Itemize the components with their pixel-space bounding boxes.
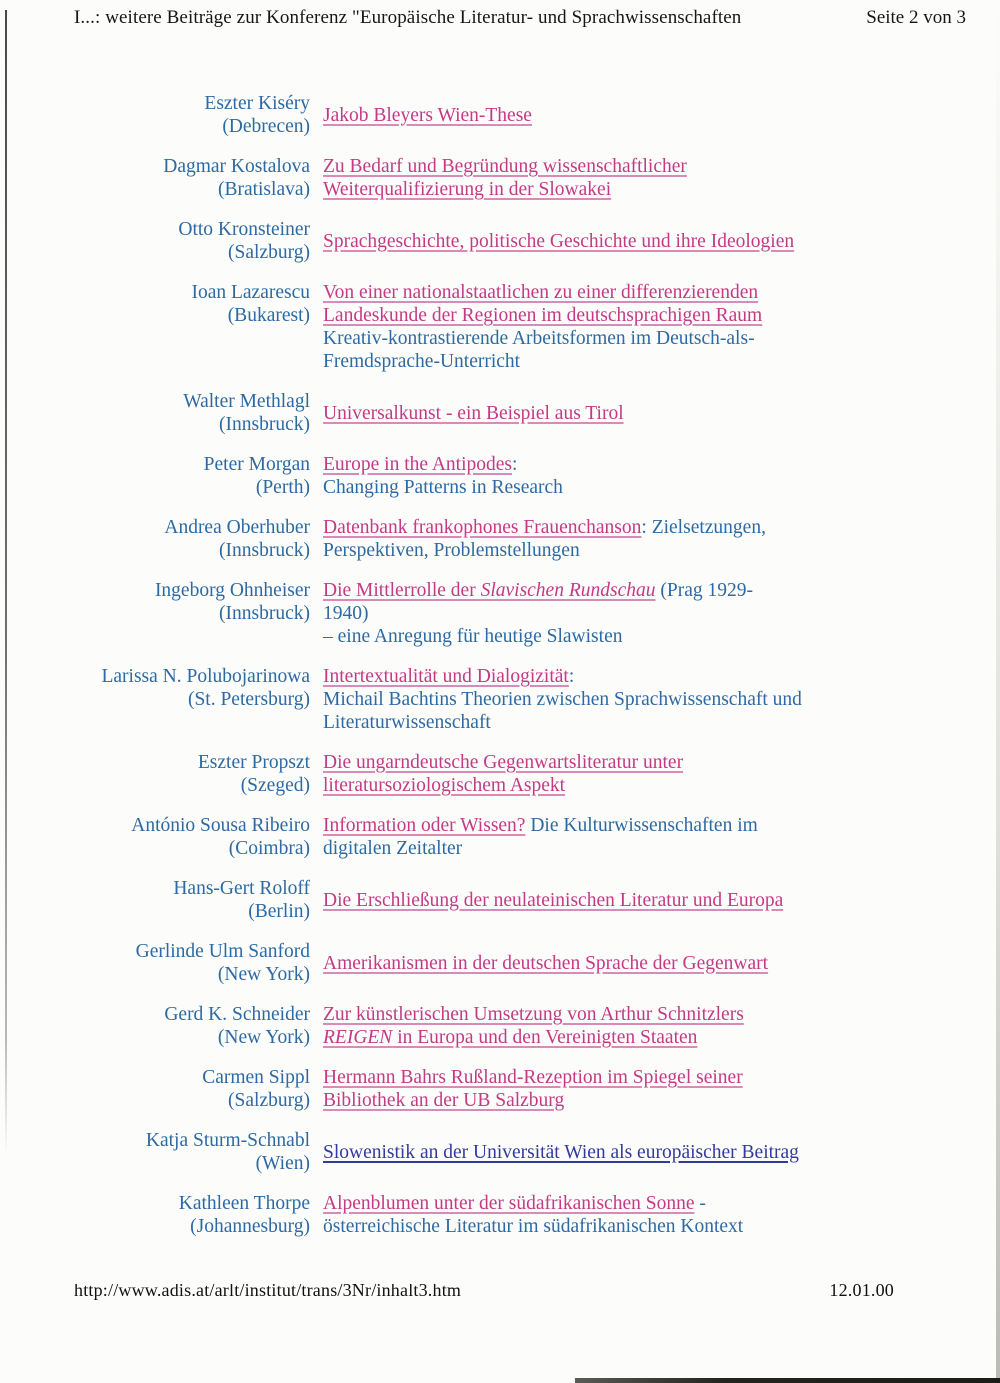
title-link-text: Bibliothek an der UB Salzburg: [323, 1090, 565, 1111]
author-name: Katja Sturm-Schnabl: [145, 1130, 310, 1151]
title-link-text: REIGEN: [323, 1027, 393, 1048]
author-name: Hans-Gert Roloff: [173, 878, 310, 899]
title-link-text: Landeskunde der Regionen im deutschsprachigen Raum: [323, 305, 763, 326]
page-footer: [74, 1284, 894, 1301]
author-city: (St. Petersburg): [187, 689, 310, 710]
author-name: Walter Methlagl: [183, 391, 310, 412]
author-name: Gerd K. Schneider: [164, 1004, 310, 1025]
author-city: (Szeged): [240, 775, 310, 796]
title-link-text: Von einer nationalstaatlichen zu einer differenzierenden: [323, 282, 759, 303]
author-city: (Innsbruck): [219, 603, 310, 624]
entry-row: [98, 1066, 960, 1112]
title-plain-text: 1940): [323, 603, 369, 624]
entry-row: [98, 579, 960, 648]
contribution-title: [323, 281, 947, 373]
entry-row: [98, 516, 960, 562]
title-plain-text: (Prag 1929-: [655, 580, 753, 601]
title-link-text: in Europa und den Vereinigten Staaten: [392, 1027, 698, 1048]
scan-artifact-right-edge: [996, 0, 1000, 1383]
author-city: (Bukarest): [227, 305, 310, 326]
entry-row: [98, 1129, 960, 1175]
author-block: [98, 1066, 310, 1112]
page-header: [74, 6, 966, 30]
title-link-text: Universalkunst - ein Beispiel aus Tirol: [323, 402, 624, 424]
entry-row: [98, 940, 960, 986]
author-block: [98, 1129, 310, 1175]
author-name: Larissa N. Polubojarinowa: [101, 666, 310, 687]
entries: [98, 92, 960, 1255]
page-number: Seite 2 von 3: [866, 7, 966, 28]
author-block: [98, 877, 310, 923]
entry-row: [98, 155, 960, 201]
entry-row: [98, 92, 960, 138]
title-link-text: Slowenistik an der Universität Wien als europäischer Beitrag: [323, 1141, 799, 1163]
author-city: (Wien): [255, 1153, 310, 1174]
author-city: (New York): [217, 964, 310, 985]
author-name: Carmen Sippl: [202, 1067, 310, 1088]
title-link-text: Hermann Bahrs Rußland-Rezeption im Spiegel seiner: [323, 1067, 743, 1088]
footer-url-clip: [74, 1284, 461, 1301]
author-block: [98, 814, 310, 860]
author-name: Otto Kronsteiner: [178, 219, 310, 240]
author-block: [98, 281, 310, 327]
title-link-text: Die Mittlerrolle der: [323, 580, 481, 601]
title-link-text: Weiterqualifizierung in der Slowakei: [323, 179, 612, 200]
author-city: (Debrecen): [222, 116, 310, 137]
contribution-title: [323, 1003, 947, 1049]
title-link-text: Alpenblumen unter der südafrikanischen Sonne: [323, 1193, 695, 1214]
title-plain-text: Literaturwissenschaft: [323, 712, 491, 733]
title-link-text: Amerikanismen in der deutschen Sprache der Gegenwart: [323, 952, 769, 974]
title-link-text: Information oder Wissen?: [323, 815, 526, 836]
author-city: (Johannesburg): [190, 1216, 310, 1237]
author-city: (Salzburg): [228, 1090, 310, 1111]
contribution-title: [323, 1192, 947, 1238]
contribution-title: [323, 952, 947, 975]
author-block: [98, 453, 310, 499]
title-link-text: Die ungarndeutsche Gegenwartsliteratur unter: [323, 752, 684, 773]
contribution-title: [323, 155, 947, 201]
contribution-title: [323, 402, 947, 425]
author-block: [98, 751, 310, 797]
title-link-text: Sprachgeschichte, politische Geschichte und ihre Ideologien: [323, 230, 795, 252]
footer-date-clip: [829, 1284, 894, 1301]
title-link-text: Intertextualität und Dialogizität: [323, 666, 569, 687]
author-block: [98, 516, 310, 562]
author-name: Ingeborg Ohnheiser: [154, 580, 310, 601]
entry-row: [98, 665, 960, 734]
contribution-title: [323, 516, 947, 562]
contribution-title: [323, 814, 947, 860]
author-block: [98, 579, 310, 625]
author-name: Gerlinde Ulm Sanford: [135, 941, 310, 962]
author-block: [98, 1192, 310, 1238]
author-block: [98, 1003, 310, 1049]
title-plain-text: :: [512, 454, 518, 475]
title-plain-text: digitalen Zeitalter: [323, 838, 463, 859]
author-city: (New York): [217, 1027, 310, 1048]
author-name: Eszter Propszt: [197, 752, 310, 773]
entry-row: [98, 814, 960, 860]
title-plain-text: – eine Anregung für heutige Slawisten: [323, 626, 623, 647]
contribution-title: [323, 889, 947, 912]
author-block: [98, 940, 310, 986]
title-plain-text: :: [568, 666, 575, 687]
entry-row: [98, 751, 960, 797]
title-plain-text: -: [694, 1193, 706, 1214]
author-city: (Bratislava): [217, 179, 310, 200]
entry-row: [98, 390, 960, 436]
title-link-text: Datenbank frankophones Frauenchanson: [323, 517, 642, 538]
author-block: [98, 155, 310, 201]
title-link-text: Jakob Bleyers Wien-These: [323, 104, 532, 126]
title-link-text: Zu Bedarf und Begründung wissenschaftlicher: [323, 156, 687, 177]
footer-date: 12.01.00: [829, 1284, 894, 1300]
title-link-text: Die Erschließung der neulateinischen Literatur und Europa: [323, 889, 784, 911]
contribution-title: [323, 579, 947, 648]
author-name: Ioan Lazarescu: [191, 282, 310, 303]
author-block: [98, 92, 310, 138]
entry-row: [98, 453, 960, 499]
footer-url: http://www.adis.at/arlt/institut/trans/3Nr/inhalt3.htm: [74, 1284, 462, 1300]
author-city: (Coimbra): [228, 838, 310, 859]
entry-row: [98, 877, 960, 923]
title-plain-text: Fremdsprache-Unterricht: [323, 351, 521, 372]
author-city: (Perth): [255, 477, 310, 498]
contribution-title: [323, 230, 947, 253]
title-plain-text: Kreativ-kontrastierende Arbeitsformen im Deutsch-als-: [323, 328, 755, 349]
contribution-title: [323, 453, 947, 499]
title-plain-text: Michail Bachtins Theorien zwischen Sprachwissenschaft und: [323, 689, 802, 710]
author-name: Andrea Oberhuber: [164, 517, 310, 538]
author-block: [98, 218, 310, 264]
entry-row: [98, 1003, 960, 1049]
author-name: Dagmar Kostalova: [163, 156, 310, 177]
title-plain-text: österreichische Literatur im südafrikanischen Kontext: [323, 1216, 744, 1237]
contribution-title: [323, 1141, 947, 1164]
entry-row: [98, 281, 960, 373]
contribution-title: [323, 1066, 947, 1112]
scan-artifact-left-line: [5, 10, 7, 1155]
title-plain-text: Perspektiven, Problemstellungen: [323, 540, 580, 561]
title-plain-text: Die Kulturwissenschaften im: [525, 815, 758, 836]
title-plain-text: : Zielsetzungen,: [641, 517, 766, 538]
author-block: [98, 665, 310, 711]
author-block: [98, 390, 310, 436]
author-city: (Berlin): [248, 901, 310, 922]
title-link-text: Zur künstlerischen Umsetzung von Arthur Schnitzlers: [323, 1004, 744, 1025]
author-name: Peter Morgan: [203, 454, 310, 475]
entry-row: [98, 1192, 960, 1238]
entry-row: [98, 218, 960, 264]
contribution-title: [323, 104, 947, 127]
contribution-title: [323, 665, 947, 734]
author-name: António Sousa Ribeiro: [131, 815, 310, 836]
scan-artifact-bottom-bar: [575, 1378, 1000, 1383]
author-name: Kathleen Thorpe: [178, 1193, 310, 1214]
contribution-title: [323, 751, 947, 797]
author-city: (Salzburg): [228, 242, 310, 263]
title-link-text: Slavischen Rundschau: [480, 580, 656, 601]
title-link-text: Europe in the Antipodes: [323, 454, 513, 475]
author-city: (Innsbruck): [219, 414, 310, 435]
title-plain-text: Changing Patterns in Research: [323, 477, 563, 498]
author-name: Eszter Kiséry: [204, 93, 310, 114]
author-city: (Innsbruck): [219, 540, 310, 561]
header-title: I...: weitere Beiträge zur Konferenz "Europäische Literatur- und Sprachwissenschaften: [74, 7, 742, 28]
title-link-text: literatursoziologischem Aspekt: [323, 775, 566, 796]
